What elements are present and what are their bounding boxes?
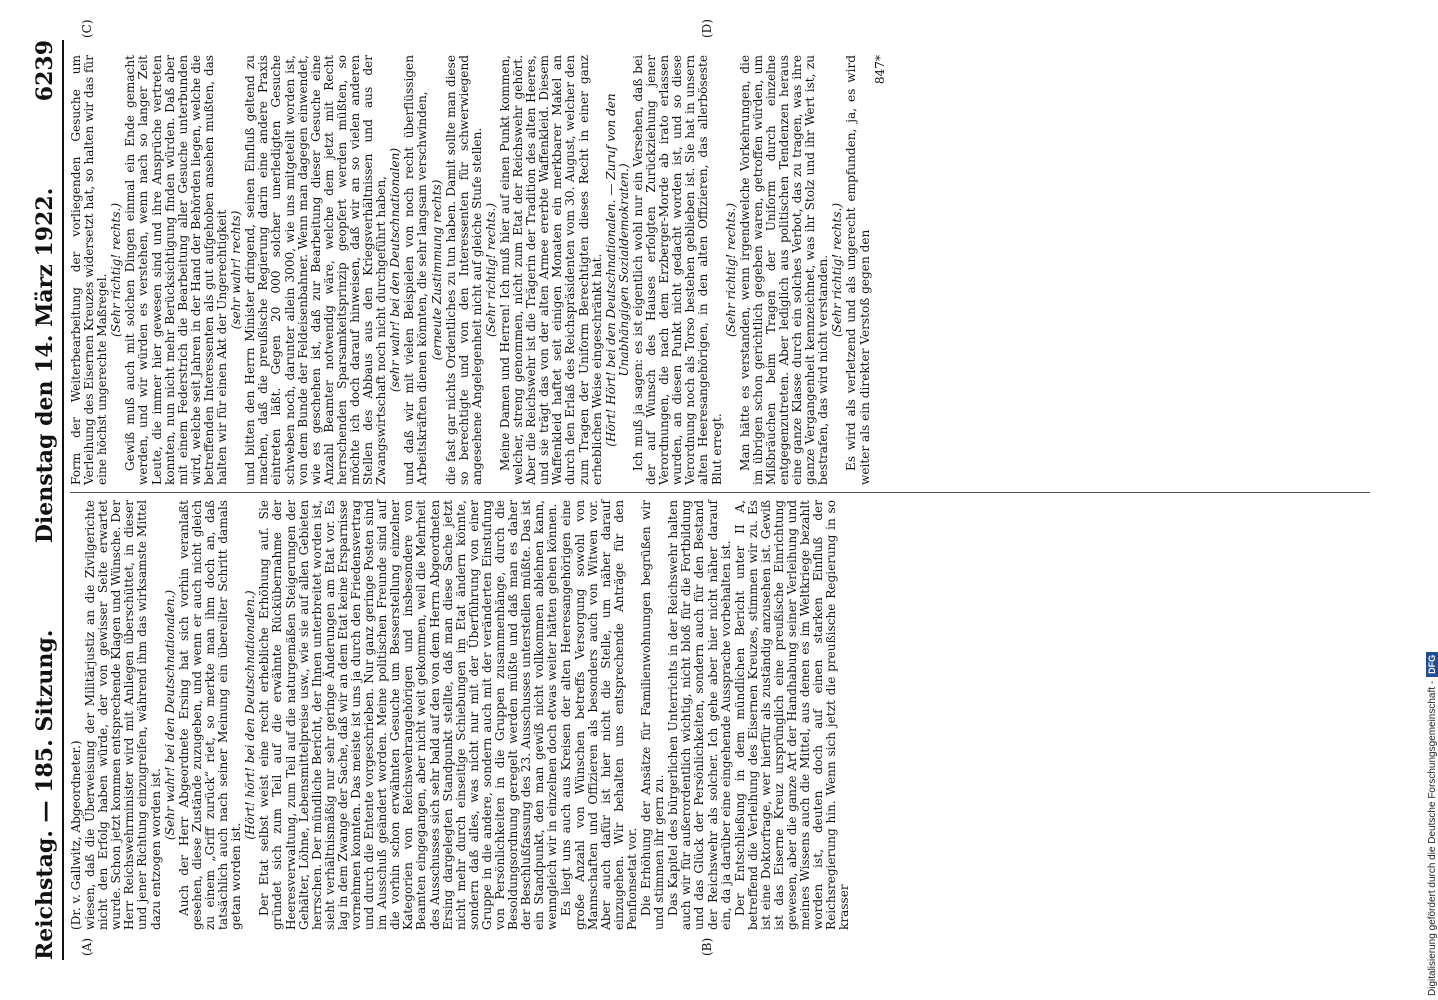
interjection: (erneute Zustimmung rechts) xyxy=(429,179,444,361)
paragraph: die fast gar nichts Ordentliches zu tun haben. Damit sollte man diese so berechtigte und von den Interessenten für schwerwiegend angesehene Angelegenheit nicht auf gleiche Stufe stellen. xyxy=(443,55,484,485)
interjection: (sehr wahr! rechts) xyxy=(229,210,244,330)
paragraph: Es liegt uns auch aus Kreisen der alten Heeresangehörigen eine große Anzahl von Wünschen betreffs Versorgung sowohl von Mannschaften und Offizieren als besonders auch von Witwen vor. Aber auch dafür ist hier nicht die Stelle, um näher darauf einzugehen. Wir behalten uns entsprechende Anträge für den Penfionsetat vor. xyxy=(559,500,639,930)
paragraph: Die Erhöhung der Ansätze für Familienwohnungen begrüßen wir und stimmen ihr gern zu. xyxy=(639,500,667,930)
paragraph: Ich muß ja sagen: es ist eigentlich wohl nur ein Versehen, daß bei der auf Wunsch des Hauses erfolgten Zurückziehung jener Verordnungen, die nach dem Erzberger-Morde ab irato erlassen wurden, an diesen Punkt nicht gedacht worden ist, und so diese Verordnung noch als Torso bestehen geblieben ist. Sie hat in unsern alten Heeresangehörigen, in den alten Offizieren, das allerböseste Blut erregt. xyxy=(630,55,724,485)
paragraph: Meine Damen und Herren! Ich muß hier auf einen Punkt kommen, welcher, streng genommen, nicht zum Etat der Reichswehr gehört. Aber die Reichswehr ist die Trägerin der Tradition des alten Heeres, und sie trägt das von der alten Armee ererbte Waffenkleid. Diesem Waffenkleid haftet seit einigen Monaten ein merkbarer Makel an durch den Erlaß des Reichspräsidenten vom 30. August, welcher den zum Tragen der Uniform Berechtigten dieses Recht in einer ganz erheblichen Weise eingeschränkt hat. xyxy=(498,55,604,485)
paragraph: Das Kapitel des bürgerlichen Unterrichts in der Reichswehr halten auch wir für außerordentlich wichtig, nicht bloß für die Fortbildung und das Glück der Persönlichkeiten, sondern auch für den Bestand der Reichswehr als solcher. Ich gehe aber hier nicht näher darauf ein, da ja darüber eine eingehende Aussprache vorbehalten ist. xyxy=(666,500,733,930)
interjection: (Sehr richtig! rechts.) xyxy=(483,202,498,338)
paragraph: Der Entschließung in dem mündlichen Bericht unter II A, betreffend die Verleihung des Eisernen Kreuzes, stimmen wir zu. Es ist eine Doktorfrage, wer hierfür als zuständig anzusehen ist. Gewiß ist das Eiserne Kreuz ursprünglich eine preußische Einrichtung gewesen, aber die ganze Art der Handhabung seiner Verleihung und meines Wissens auch die Mittel, aus denen es im Weltkriege bezahlt worden ist, deuten doch auf einen starken Einfluß der Reichsregierung hin. Wenn sich jetzt die preußische Regierung in so krasser xyxy=(732,500,852,930)
paragraph: Auch der Herr Abgeordnete Ersing hat sich vorhin veranlaßt gesehen, diese Zustände zuzugeben, und wenn er auch nicht gleich zu einem „Griff zurück“ riet, so merkte man ihm doch an, daß tatsächlich auch nach seiner Meinung ein übereilter Schritt damals getan worden ist. xyxy=(176,500,244,930)
right-column xyxy=(70,55,1370,485)
margin-mark-c: (C) xyxy=(80,19,94,38)
interjection: (Sehr richtig! rechts.) xyxy=(109,202,124,338)
page-number: 6239 xyxy=(32,40,58,102)
left-column xyxy=(70,500,1370,930)
page-header xyxy=(18,40,64,960)
header-date: Dienstag den 14. März 1922. xyxy=(32,187,58,544)
interjection: (Sehr richtig! rechts.) xyxy=(830,202,845,338)
speaker-line: (Dr. v. Gallwitz, Abgeordneter.) xyxy=(69,740,83,930)
dfg-logo: DFG xyxy=(1426,652,1438,677)
paragraph: und daß wir mit vielen Beispielen von noch recht überflüssigen Arbeitskräften dienen könnten, die sehr langsam verschwinden, xyxy=(402,55,430,485)
paragraph: Gewiß muß auch mit solchen Dingen einmal ein Ende gemacht werden, und wir würden es verstehen, wenn nach so langer Zeit Leute, die immer hier gewesen sind und ihre Ansprüche vertreten konnten, nun nicht mehr Berücksichtigung finden würden. Daß aber mit einem Federstrich die Bearbeitung aller Gesuche unterbunden wird, welche seit Jahren in der Hand der Behörden liegen, welche die betreffenden Interessenten als gut aufgehoben ansehen mußten, das halten wir für einen Akt der Ungerechtigkeit xyxy=(123,55,230,485)
interjection: (Hört! hört! bei den Deutschnationalen.) xyxy=(243,590,258,840)
header-left: Reichstag. — 185. Sitzung. xyxy=(32,629,58,960)
margin-mark-d: (D) xyxy=(700,19,714,38)
paragraph: Form der Weiterbearbeitung der vorliegenden Gesuche um Verleihung des Eisernen Kreuzes widersetzt hat, so halten wir das für eine höchst ungerechte Maßregel. xyxy=(69,55,110,485)
column-divider xyxy=(70,492,1370,493)
credit-text: Digitalisierung gefördert durch die Deutsche Forschungsgemeinschaft - xyxy=(1426,680,1438,996)
paragraph: wiesen, daß die Überweisung der Militärjustiz an die Zivilgerichte nicht den Erfolg haben würde, der von gewisser Seite erwartet wurde. Schon jetzt kommen entsprechende Klagen und Wünsche. Der Herr Reichswehrminister wird mit Anliegen überschüttet, in dieser und jener Richtung einzugreifen, während ihm das wirksamste Mittel dazu entzogen worden ist. xyxy=(83,500,163,930)
paragraph: und bitten den Herrn Minister dringend, seinen Einfluß geltend zu machen, daß die preußische Regierung darin eine andere Praxis eintreten läßt. Gegen 20 000 solcher unerledigten Gesuche schweben noch, darunter allein 3000, wie uns mitgeteilt worden ist, von dem Bunde der Feldeisenbahner. Wenn man dagegen einwendet, wie es geschehen ist, daß zur Bearbeitung dieser Gesuche eine Anzahl Beamter notwendig wäre, welche dem jetzt mit Recht herrschenden Sparsamkeitsprinzip geopfert werden müßten, so möchte ich doch darauf hinweisen, daß wir an so vielen anderen Stellen des Abbaus aus den Kriegsverhältnissen und aus der Zwangswirtschaft noch nicht durchgeführt haben, xyxy=(243,55,389,485)
margin-mark-b: (B) xyxy=(700,937,714,956)
paragraph: Es wird als verletzend und als ungerecht empfunden, ja, es wird weiter als ein direkter Verstoß gegen den xyxy=(844,55,872,485)
margin-mark-a: (A) xyxy=(80,937,94,956)
interjection: (Hört! Hört! bei den Deutschnationalen. — Zuruf von den Unabhängigen Sozialdemokraten.) xyxy=(603,93,631,447)
paragraph: Der Etat selbst weist eine recht erhebliche Erhöhung auf. Sie gründet sich zum Teil auf die erwähnte Rückübernahme der Heeresverwaltung, zum Teil auf die naturgemäßen Steigerungen der Gehälter, Löhne, Lebensmittelpreise usw., wie sie auf allen Gebieten herrschen. Der mündliche Bericht, der Ihnen unterbreitet worden ist, sieht verhältnismäßig nur sehr geringe Änderungen am Etat vor. Es lag in dem Zwange der Sache, daß wir an dem Etat keine Ersparnisse vornehmen konnten. Das meiste ist uns ja durch den Friedensvertrag und durch die Entente vorgeschrieben. Nur ganz geringe Posten sind im Ausschuß geändert worden. Meine politischen Freunde sind auf die vorhin schon erwähnten Gesuche um Besserstellung einzelner Kategorien von Reichswehrangehörigen und insbesondere von Beamten eingegangen, aber nicht weit gekommen, weil die Mehrheit des Ausschusses sich sehr bald auf den von dem Herrn Abgeordneten Ersing dargelegten Standpunkt stellte, daß man diese Sache jetzt nicht mehr durch einseitige Schiebungen im Etat ändern könnte, sondern daß alles, was nicht nur mit der Überführung von einer Gruppe in die andere, sondern auch mit der veränderten Einstufung von Persönlichkeiten in die Gruppen zusammenhänge, durch die Besoldungsordnung geregelt werden müßte und daß man es daher der Beschlußfassung des 23. Ausschusses unterstellen müßte. Das ist ein Standpunkt, den man gewiß nicht vollkommen ablehnen kann, wenngleich wir in einzelnen doch etwas weiter hätten gehen können. xyxy=(257,500,560,930)
sheet-signature: 847* xyxy=(872,55,887,85)
interjection: (Sehr wahr! bei den Deutschnationalen.) xyxy=(162,589,177,841)
paragraph: Man hätte es verstanden, wenn irgendwelche Vorkehrungen, die im übrigen schon gerichtlich gegeben waren, getroffen würden, um Mißbräuchen beim Tragen der Uniform durch einzelne entgegenzutreten. Aber lediglich aus politischen Tendenzen heraus eine ganze Klasse durch ein solches Verbot, das zu tragen, was ihre ganze Vergangenheit kennzeichnet, was ihr Stolz und ihr Wert ist, zu bestrafen, das wird nicht verstanden. xyxy=(737,55,831,485)
interjection: (sehr wahr! bei den Deutschnationalen) xyxy=(388,147,403,393)
interjection: (Sehr richtig! rechts.) xyxy=(723,202,738,338)
digitization-credit xyxy=(1404,0,1438,1000)
